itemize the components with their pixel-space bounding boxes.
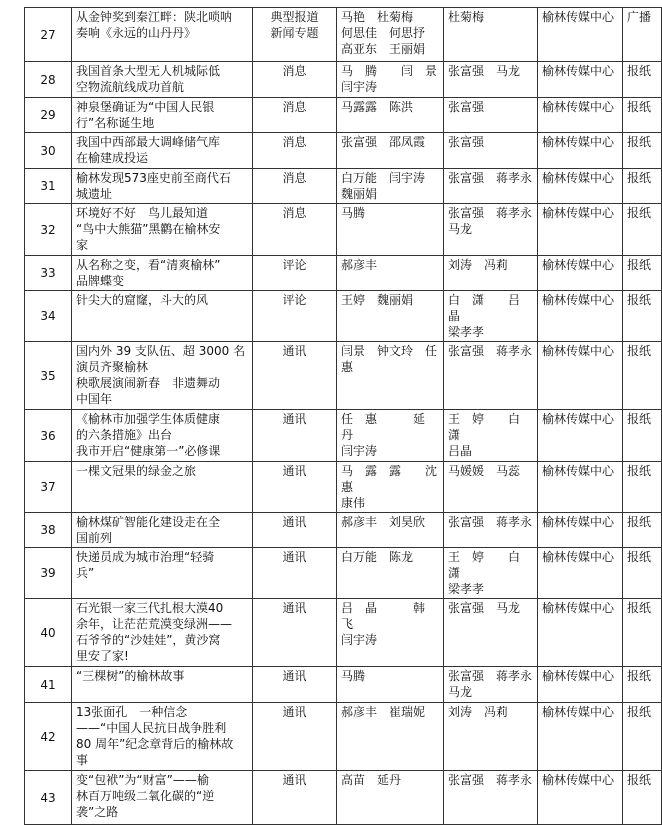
editor-cell: 张富强 蒋孝永: [444, 169, 538, 204]
editor-cell: 张富强 马龙: [444, 62, 538, 98]
editor-cell: 王 婷 白 潇 梁孝孝: [444, 548, 538, 599]
table-row: [25, 410, 662, 462]
work-title-line: 变“包袱”为“财富”——榆: [76, 773, 209, 787]
work-title-line: 在榆建成投运: [76, 151, 149, 165]
work-title-line: 一棵文冠果的绿金之旅: [76, 464, 197, 478]
work-type: 典型报道 新闻专题: [253, 8, 337, 62]
work-title-line: 兵”: [76, 566, 95, 580]
work-title-line: 榆林发现573座史前至商代石: [76, 171, 231, 185]
media-cell: 报纸: [623, 513, 662, 548]
editor-cell: 张富强 蒋孝永: [444, 771, 538, 825]
work-title-line: 榆林煤矿智能化建设走在全: [76, 515, 221, 529]
row-number: 35: [25, 342, 72, 410]
work-title-line: 环境好不好 鸟儿最知道: [76, 206, 209, 220]
work-title-line: 我国首条大型无人机城际低: [76, 64, 221, 78]
work-type: 通讯: [253, 548, 337, 599]
work-type: 消息: [253, 133, 337, 169]
unit-cell: 榆林传媒中心: [538, 204, 623, 256]
row-number: 27: [25, 8, 72, 62]
table-body: [25, 8, 662, 825]
table-row: [25, 98, 662, 133]
unit-cell: 榆林传媒中心: [538, 133, 623, 169]
editor-cell: 白 潇 吕 晶 梁孝孝: [444, 291, 538, 342]
work-title-line: 神泉堡确证为“中国人民银: [76, 100, 215, 114]
unit-cell: 榆林传媒中心: [538, 410, 623, 462]
media-cell: 报纸: [623, 771, 662, 825]
work-title-line: 国前列: [76, 531, 113, 545]
row-number: 40: [25, 599, 72, 667]
awards-table: [24, 7, 662, 825]
media-cell: 报纸: [623, 291, 662, 342]
row-number: 28: [25, 62, 72, 98]
work-title-line: 80 周年”纪念章背后的榆林故: [76, 737, 234, 751]
authors-cell: 张富强 邵凤霞: [337, 133, 444, 169]
work-title-line: “三棵树”的榆林故事: [76, 669, 185, 683]
work-title: [72, 703, 253, 771]
media-cell: 报纸: [623, 98, 662, 133]
row-number: 29: [25, 98, 72, 133]
authors-cell: 任 惠 延 丹 闫宇涛: [337, 410, 444, 462]
work-title-line: 《榆林市加强学生体质健康: [76, 412, 221, 426]
work-title: [72, 771, 253, 825]
table-row: [25, 342, 662, 410]
row-number: 37: [25, 462, 72, 513]
media-cell: 报纸: [623, 342, 662, 410]
unit-cell: 榆林传媒中心: [538, 291, 623, 342]
editor-cell: 张富强: [444, 98, 538, 133]
media-cell: 报纸: [623, 703, 662, 771]
work-type: 消息: [253, 98, 337, 133]
work-type: 消息: [253, 169, 337, 204]
authors-cell: 马 腾 闫 景 闫宇涛: [337, 62, 444, 98]
authors-cell: 郝彦丰: [337, 256, 444, 291]
media-cell: 广播: [623, 8, 662, 62]
authors-cell: 闫景 钟文玲 任 惠: [337, 342, 444, 410]
work-title-line: 13张面孔 一种信念: [76, 705, 188, 719]
work-type: 通讯: [253, 599, 337, 667]
work-title-line: 秧歌展演闹新春 非遗舞动: [76, 376, 221, 390]
row-number: 36: [25, 410, 72, 462]
unit-cell: 榆林传媒中心: [538, 342, 623, 410]
unit-cell: 榆林传媒中心: [538, 667, 623, 703]
unit-cell: 榆林传媒中心: [538, 462, 623, 513]
work-title: [72, 98, 253, 133]
editor-cell: 刘涛 冯莉: [444, 703, 538, 771]
authors-cell: 马腾: [337, 667, 444, 703]
authors-cell: 白万能 陈龙: [337, 548, 444, 599]
media-cell: 报纸: [623, 133, 662, 169]
media-cell: 报纸: [623, 204, 662, 256]
work-title-line: “鸟中大熊猫”黑鹳在榆林安: [76, 222, 221, 236]
unit-cell: 榆林传媒中心: [538, 169, 623, 204]
editor-cell: 杜菊梅: [444, 8, 538, 62]
authors-cell: 马露露 陈洪: [337, 98, 444, 133]
work-title-line: 中国年: [76, 392, 113, 406]
unit-cell: 榆林传媒中心: [538, 703, 623, 771]
editor-cell: 王 婷 白 潇 吕晶: [444, 410, 538, 462]
work-title-line: 事: [76, 753, 89, 767]
work-title-line: 从名称之变，看“清爽榆林”: [76, 258, 221, 272]
editor-cell: 张富强 蒋孝永 马龙: [444, 204, 538, 256]
work-title: [72, 133, 253, 169]
unit-cell: 榆林传媒中心: [538, 548, 623, 599]
table-row: [25, 256, 662, 291]
work-title-line: 城遗址: [76, 187, 113, 201]
row-number: 39: [25, 548, 72, 599]
authors-cell: 马 露 露 沈 惠 康伟: [337, 462, 444, 513]
editor-cell: 张富强: [444, 133, 538, 169]
work-title-line: 石爷爷的“沙娃娃”，黄沙窝: [76, 633, 221, 647]
work-title: [72, 410, 253, 462]
row-number: 33: [25, 256, 72, 291]
authors-cell: 高苗 延丹: [337, 771, 444, 825]
unit-cell: 榆林传媒中心: [538, 8, 623, 62]
authors-cell: 吕 晶 韩 飞 闫宇涛: [337, 599, 444, 667]
table-row: [25, 133, 662, 169]
authors-cell: 马腾: [337, 204, 444, 256]
table-row: [25, 8, 662, 62]
table-row: [25, 548, 662, 599]
row-number: 34: [25, 291, 72, 342]
work-title-line: 针尖大的窟窿，斗大的风: [76, 293, 209, 307]
work-type: 消息: [253, 62, 337, 98]
editor-cell: 张富强 蒋孝永: [444, 513, 538, 548]
work-title: [72, 8, 253, 62]
work-title-line: 我市开启“健康第一”必修课: [76, 444, 221, 458]
row-number: 42: [25, 703, 72, 771]
work-title: [72, 513, 253, 548]
media-cell: 报纸: [623, 548, 662, 599]
work-title: [72, 462, 253, 513]
authors-cell: 郝彦丰 刘昊欣: [337, 513, 444, 548]
work-title-line: 家: [76, 238, 89, 252]
table-row: [25, 599, 662, 667]
work-title-line: 林百万吨级二氧化碳的“逆: [76, 789, 215, 803]
table-row: [25, 462, 662, 513]
unit-cell: 榆林传媒中心: [538, 771, 623, 825]
work-title-line: 石光银一家三代扎根大漠40: [76, 601, 224, 615]
work-title: [72, 256, 253, 291]
work-type: 通讯: [253, 703, 337, 771]
work-type: 通讯: [253, 771, 337, 825]
table-row: [25, 291, 662, 342]
table-row: [25, 62, 662, 98]
work-title: [72, 62, 253, 98]
table-row: [25, 667, 662, 703]
authors-cell: 郝彦丰 崔瑞妮: [337, 703, 444, 771]
editor-cell: 马媛媛 马蕊: [444, 462, 538, 513]
editor-cell: 刘涛 冯莉: [444, 256, 538, 291]
work-title: [72, 548, 253, 599]
work-title-line: 余年，让茫茫荒漠变绿洲——: [76, 617, 233, 631]
work-title-line: 快递员成为城市治理“轻骑: [76, 550, 215, 564]
authors-cell: 白万能 闫宇涛 魏丽娟: [337, 169, 444, 204]
media-cell: 报纸: [623, 667, 662, 703]
work-title-line: 的六条措施》出台: [76, 428, 173, 442]
work-title-line: 国内外 39 支队伍、超 3000 名: [76, 344, 246, 358]
work-title: [72, 599, 253, 667]
work-title-line: 演员齐聚榆林: [76, 360, 149, 374]
media-cell: 报纸: [623, 462, 662, 513]
authors-cell: 马艳 杜菊梅 何思佳 何思抒 高亚东 王丽娟: [337, 8, 444, 62]
work-title: [72, 204, 253, 256]
media-cell: 报纸: [623, 256, 662, 291]
work-title-line: 品牌蝶变: [76, 274, 125, 288]
work-title-line: 里安了家!: [76, 649, 129, 663]
work-type: 通讯: [253, 342, 337, 410]
editor-cell: 张富强 蒋孝永: [444, 342, 538, 410]
work-title-line: ——“中国人民抗日战争胜利: [76, 721, 227, 735]
media-cell: 报纸: [623, 410, 662, 462]
table-row: [25, 169, 662, 204]
media-cell: 报纸: [623, 169, 662, 204]
table-row: [25, 771, 662, 825]
unit-cell: 榆林传媒中心: [538, 599, 623, 667]
work-title-line: 从金钟奖到秦江畔：陕北唢呐: [76, 10, 233, 24]
row-number: 38: [25, 513, 72, 548]
row-number: 43: [25, 771, 72, 825]
editor-cell: 张富强 蒋孝永 马龙: [444, 667, 538, 703]
work-type: 通讯: [253, 462, 337, 513]
editor-cell: 张富强 马龙: [444, 599, 538, 667]
work-type: 通讯: [253, 410, 337, 462]
table-row: [25, 703, 662, 771]
table-row: [25, 513, 662, 548]
work-title-line: 袭”之路: [76, 805, 119, 819]
work-title-line: 我国中西部最大调峰储气库: [76, 135, 221, 149]
unit-cell: 榆林传媒中心: [538, 513, 623, 548]
work-title: [72, 169, 253, 204]
work-title-line: 空物流航线成功首航: [76, 80, 185, 94]
work-title: [72, 342, 253, 410]
work-type: 通讯: [253, 513, 337, 548]
work-title: [72, 291, 253, 342]
authors-cell: 王婷 魏丽娟: [337, 291, 444, 342]
work-type: 评论: [253, 256, 337, 291]
work-title-line: 行”名称诞生地: [76, 116, 155, 130]
work-title-line: 奏响《永远的山丹丹》: [76, 26, 197, 40]
work-type: 消息: [253, 204, 337, 256]
row-number: 32: [25, 204, 72, 256]
work-title: [72, 667, 253, 703]
media-cell: 报纸: [623, 62, 662, 98]
unit-cell: 榆林传媒中心: [538, 62, 623, 98]
table-row: [25, 204, 662, 256]
row-number: 41: [25, 667, 72, 703]
unit-cell: 榆林传媒中心: [538, 98, 623, 133]
row-number: 30: [25, 133, 72, 169]
row-number: 31: [25, 169, 72, 204]
unit-cell: 榆林传媒中心: [538, 256, 623, 291]
media-cell: 报纸: [623, 599, 662, 667]
work-type: 通讯: [253, 667, 337, 703]
work-type: 评论: [253, 291, 337, 342]
